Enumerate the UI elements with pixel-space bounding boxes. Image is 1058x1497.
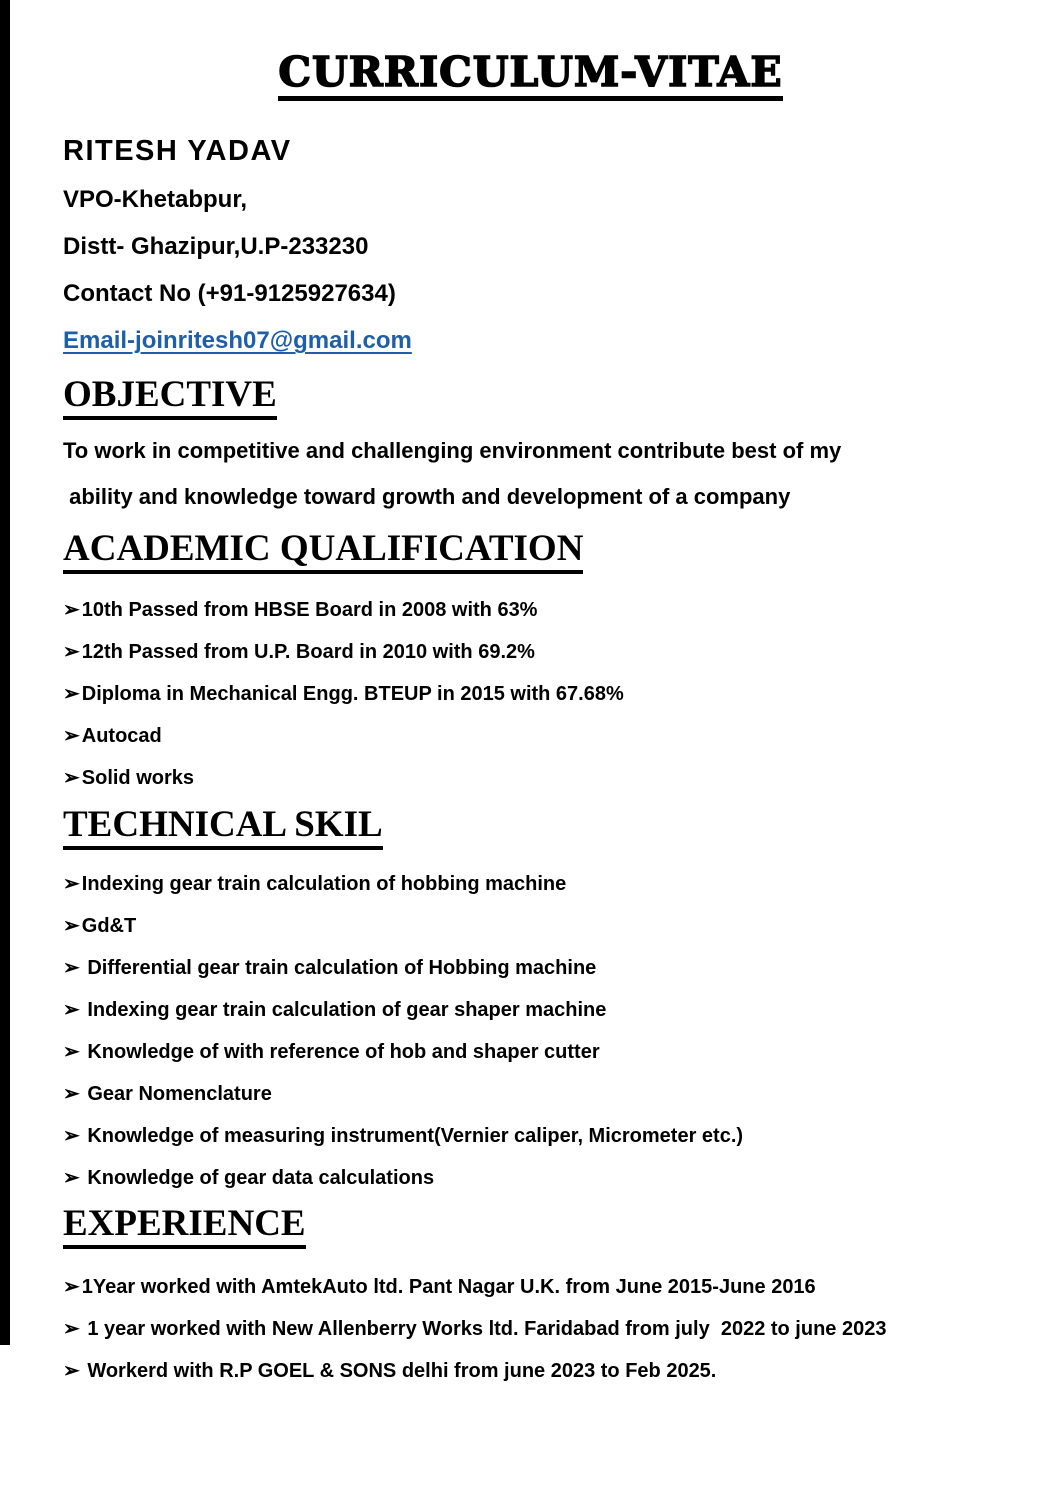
- email-link[interactable]: Email-joinritesh07@gmail.com: [63, 327, 412, 355]
- academic-heading-row: [63, 530, 998, 574]
- title-row: [63, 50, 998, 101]
- experience-item-text: 1 year worked with New Allenberry Works ltd. Faridabad from july 2022 to june 2023: [81, 1318, 887, 1341]
- objective-heading-row: [63, 376, 998, 420]
- bullet-arrow-icon: ➢: [63, 725, 80, 748]
- technical-item: [63, 958, 998, 979]
- technical-item: [63, 1126, 998, 1147]
- technical-item: [63, 1084, 998, 1105]
- bullet-arrow-icon: ➢: [63, 957, 80, 980]
- technical-item-text: Indexing gear train calculation of gear shaper machine: [81, 999, 607, 1022]
- bullet-arrow-icon: ➢: [63, 915, 80, 938]
- bullet-arrow-icon: ➢: [63, 1041, 80, 1064]
- contact-number: Contact No (+91-9125927634): [63, 280, 396, 308]
- bullet-arrow-icon: ➢: [63, 683, 80, 706]
- page-title: CURRICULUM-VITAE: [278, 50, 782, 101]
- academic-item-text: 10th Passed from HBSE Board in 2008 with 63%: [81, 599, 538, 622]
- academic-item: [63, 768, 998, 789]
- section-heading-objective: OBJECTIVE: [63, 376, 277, 420]
- technical-item: [63, 916, 998, 937]
- technical-item-text: Gear Nomenclature: [81, 1083, 272, 1106]
- address-line-1: VPO-Khetabpur,: [63, 186, 248, 214]
- experience-item: [63, 1277, 998, 1298]
- bullet-arrow-icon: ➢: [63, 1083, 80, 1106]
- bullet-arrow-icon: ➢: [63, 767, 80, 790]
- academic-item: [63, 600, 998, 621]
- candidate-name: RITESH YADAV: [63, 135, 292, 168]
- email-row: [63, 328, 998, 354]
- experience-item-text: 1Year worked with AmtekAuto ltd. Pant Nagar U.K. from June 2015-June 2016: [81, 1276, 816, 1299]
- bullet-arrow-icon: ➢: [63, 873, 80, 896]
- section-heading-experience: EXPERIENCE: [63, 1205, 306, 1249]
- technical-item-text: Knowledge of measuring instrument(Vernier caliper, Micrometer etc.): [81, 1125, 744, 1148]
- technical-item-text: Knowledge of gear data calculations: [81, 1167, 435, 1190]
- scan-artifact-left-bar: [0, 0, 10, 1345]
- technical-item: [63, 874, 998, 895]
- address-line-2: Distt- Ghazipur,U.P-233230: [63, 233, 369, 261]
- experience-item-text: Workerd with R.P GOEL & SONS delhi from june 2023 to Feb 2025.: [81, 1360, 717, 1383]
- bullet-arrow-icon: ➢: [63, 1167, 80, 1190]
- technical-item-text: Indexing gear train calculation of hobbing machine: [81, 873, 567, 896]
- experience-heading-row: [63, 1205, 998, 1249]
- academic-item-text: 12th Passed from U.P. Board in 2010 with 69.2%: [81, 641, 535, 664]
- technical-heading-row: [63, 806, 998, 850]
- objective-line-1: To work in competitive and challenging environment contribute best of my: [63, 438, 842, 464]
- academic-item-text: Autocad: [81, 725, 162, 748]
- section-heading-academic: ACADEMIC QUALIFICATION: [63, 530, 583, 574]
- technical-item-text: Knowledge of with reference of hob and shaper cutter: [81, 1041, 600, 1064]
- bullet-arrow-icon: ➢: [63, 599, 80, 622]
- experience-item: [63, 1361, 998, 1382]
- section-heading-technical: TECHNICAL SKIL: [63, 806, 383, 850]
- academic-item: [63, 642, 998, 663]
- bullet-arrow-icon: ➢: [63, 999, 80, 1022]
- bullet-arrow-icon: ➢: [63, 1318, 80, 1341]
- academic-item-text: Diploma in Mechanical Engg. BTEUP in 2015 with 67.68%: [81, 683, 624, 706]
- bullet-arrow-icon: ➢: [63, 1360, 80, 1383]
- objective-line-2: ability and knowledge toward growth and development of a company: [63, 484, 791, 510]
- technical-item-text: Differential gear train calculation of Hobbing machine: [81, 957, 597, 980]
- academic-item: [63, 684, 998, 705]
- experience-item: [63, 1319, 998, 1340]
- technical-item: [63, 1000, 998, 1021]
- bullet-arrow-icon: ➢: [63, 641, 80, 664]
- bullet-arrow-icon: ➢: [63, 1125, 80, 1148]
- academic-item-text: Solid works: [81, 767, 195, 790]
- bullet-arrow-icon: ➢: [63, 1276, 80, 1299]
- technical-item: [63, 1168, 998, 1189]
- technical-item: [63, 1042, 998, 1063]
- technical-item-text: Gd&T: [81, 915, 137, 938]
- academic-item: [63, 726, 998, 747]
